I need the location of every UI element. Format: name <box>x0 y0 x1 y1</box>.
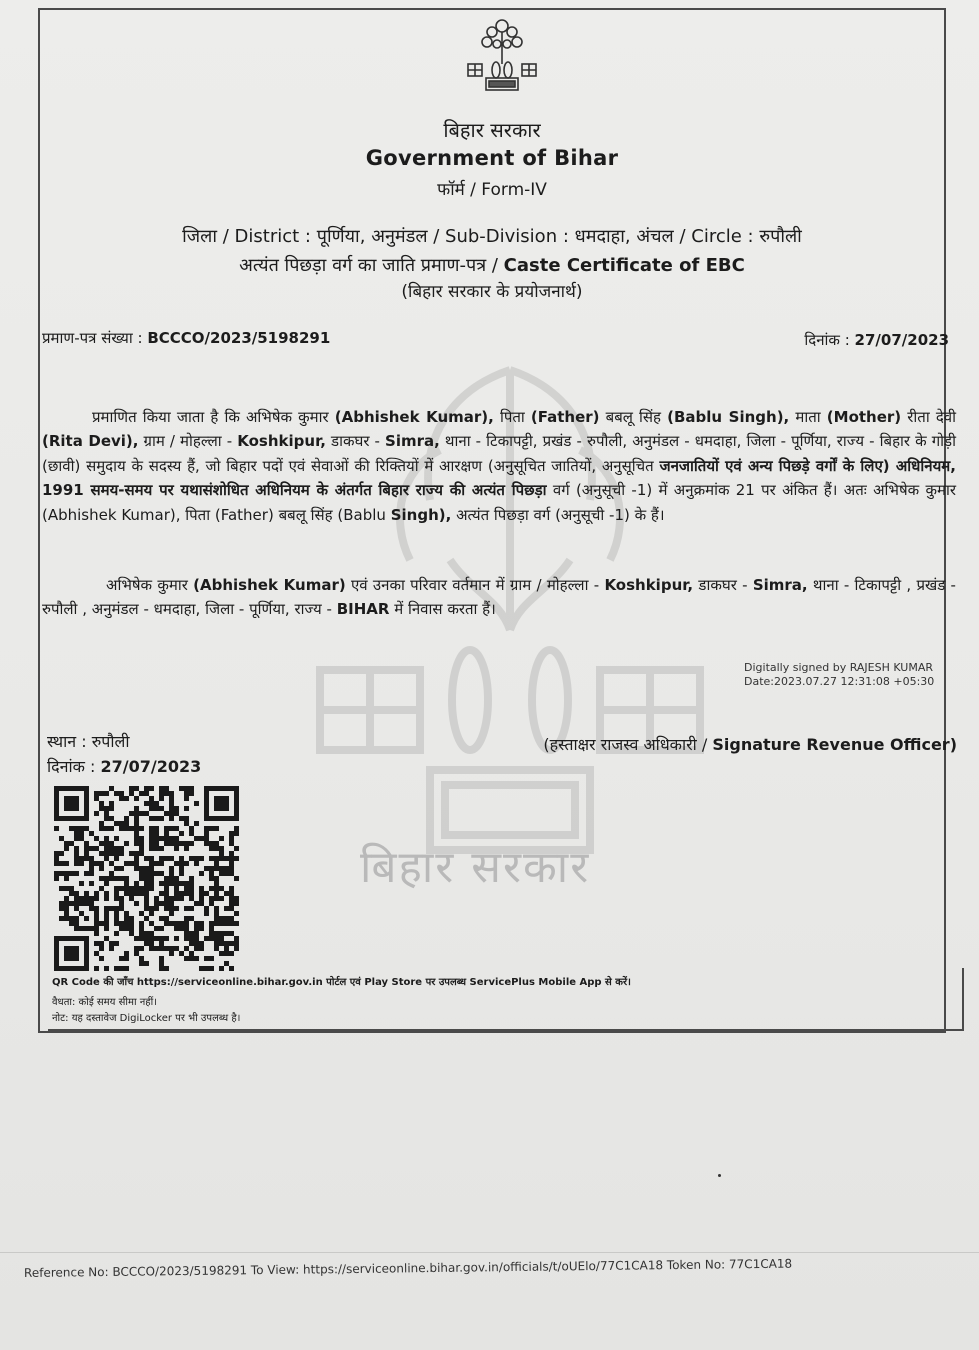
qr-verification-note: QR Code की जाँच https://serviceonline.bihar.gov.in पोर्टल एवं Play Store पर उपलब्ध ServicePlus Mobile App से करें। <box>52 977 631 988</box>
text-run: माता <box>795 408 821 426</box>
place-value: रुपौली <box>91 732 130 751</box>
text-run: पिता <box>499 408 525 426</box>
text-run: डाकघर - <box>331 432 380 451</box>
form-number: फॉर्म / Form-IV <box>437 180 547 200</box>
validity-note: वैधता: कोई समय सीमा नहीं। <box>52 997 157 1008</box>
text-run: थाना - टिकापट्टी, प्रखंड - रुपौली, अनुमंडल - धमदाहा, जिला - पूर्णिया, राज्य - बिहार के गोड़ी (छावी) समुदाय के सदस्य हैं, जो बिहार पदों एवं सेवाओं की रिक्तियों में आरक्षण (अनुसूचित जातियों, अनुसूचित <box>42 432 956 475</box>
district-label: जिला / District : <box>182 226 311 247</box>
certificate-number <box>42 328 330 348</box>
certification-paragraph <box>42 405 956 527</box>
certificate-number-label: प्रमाण-पत्र संख्या : <box>42 329 143 347</box>
paper-speck <box>718 1174 721 1177</box>
place <box>47 730 130 752</box>
district-value: पूर्णिया, <box>316 226 366 247</box>
digital-signature-signer: Digitally signed by RAJESH KUMAR <box>744 661 934 674</box>
text-run: थाना - टिकापट्टी , प्रखंड - रुपौली , अनुमंडल - धमदाहा, जिला - पूर्णिया, राज्य - <box>42 576 956 619</box>
place-label: स्थान : <box>47 732 87 751</box>
applicant-name-english: (Abhishek Kumar), <box>334 408 494 426</box>
mother-name-english: (Rita Devi), <box>42 432 139 451</box>
circle-label: अंचल / Circle : <box>636 226 754 247</box>
certificate-number-value: BCCCO/2023/5198291 <box>147 329 331 347</box>
certificate-purpose: (बिहार सरकार के प्रयोजनार्थ) <box>401 282 583 302</box>
govt-title-english: Government of Bihar <box>365 146 619 170</box>
signatory-label <box>543 733 957 755</box>
signatory-label-hindi: (हस्ताक्षर राजस्व अधिकारी / <box>543 735 708 754</box>
issue-date-label: दिनांक : <box>804 331 850 349</box>
signing-date-label: दिनांक : <box>47 757 96 776</box>
certificate-title-hindi: अत्यंत पिछड़ा वर्ग का जाति प्रमाण-पत्र / <box>239 255 498 276</box>
text-run: अभिषेक कुमार <box>106 576 188 594</box>
circle-value: रुपौली <box>759 226 802 247</box>
subdivision-label: अनुमंडल / Sub-Division : <box>371 226 569 247</box>
certificate-title-english: Caste Certificate of EBC <box>503 255 745 276</box>
govt-title-hindi: बिहार सरकार <box>443 118 541 142</box>
bihar-emblem-logo <box>462 14 542 94</box>
mother-name-hindi: रीता देवी <box>907 408 957 426</box>
certificate-title <box>38 253 946 277</box>
text-run: Singh), <box>390 505 452 524</box>
signatory-label-english: Signature Revenue Officer) <box>712 735 957 754</box>
village-name: Koshkipur, <box>604 576 694 594</box>
applicant-name-english: (Abhishek Kumar) <box>193 576 346 594</box>
text-run: एवं उनका परिवार वर्तमान में ग्राम / मोहल्ला - <box>351 576 600 594</box>
village-name: Koshkipur, <box>237 432 326 451</box>
digital-signature-date: Date:2023.07.27 12:31:08 +05:30 <box>744 675 935 688</box>
post-office-name: Simra, <box>752 576 808 594</box>
residence-paragraph <box>42 573 956 622</box>
page-fold-line <box>0 1252 979 1253</box>
text-run: वर्ग (अनुसूची -1) में अनुक्रमांक 21 पर अंकित हैं। अतः अभिषेक कुमार (Abhishek Kumar), पिता (Father) बबलू सिंह (Bablu <box>42 481 956 524</box>
issue-date <box>804 330 949 350</box>
text-run: अत्यंत पिछड़ा वर्ग (अनुसूची -1) के हैं। <box>456 505 665 524</box>
text-run: में निवास करता हैं। <box>394 600 496 619</box>
issue-date-value: 27/07/2023 <box>854 331 949 349</box>
digilocker-note: नोट: यह दस्तावेज DigiLocker पर भी उपलब्ध है। <box>52 1013 241 1024</box>
text-run: डाकघर - <box>698 576 748 594</box>
watermark-text: बिहार सरकार <box>360 842 591 893</box>
text-run: जनजातियों एवं अन्य पिछड़े वर्गों के लिए) अधिनियम, 1991 समय-समय पर यथासंशोधित अधिनियम के अंतर्गत बिहार राज्य की अत्यंत पिछड़ा <box>42 456 956 500</box>
jurisdiction-line <box>38 224 946 248</box>
post-office-name: Simra, <box>385 432 440 451</box>
text-run: ग्राम / मोहल्ला - <box>143 432 233 451</box>
text-run: (Father) <box>530 408 600 426</box>
text-run: (Mother) <box>826 408 902 426</box>
subdivision-value: धमदाहा, <box>574 226 631 247</box>
signing-date-value: 27/07/2023 <box>100 757 202 776</box>
state-name: BIHAR <box>336 600 390 619</box>
text-run: प्रमाणित किया जाता है कि अभिषेक कुमार <box>92 408 329 426</box>
father-name-english: (Bablu Singh), <box>667 408 790 426</box>
reference-line: Reference No: BCCCO/2023/5198291 To View: https://serviceonline.bihar.gov.in/officials/t/oUElo/77C1CA18 Token No: 77C1CA18 <box>23 1256 793 1280</box>
digital-signature <box>744 661 934 689</box>
father-name-hindi: बबलू सिंह <box>605 408 662 426</box>
qr-code[interactable] <box>54 786 244 971</box>
signing-date <box>47 755 201 777</box>
